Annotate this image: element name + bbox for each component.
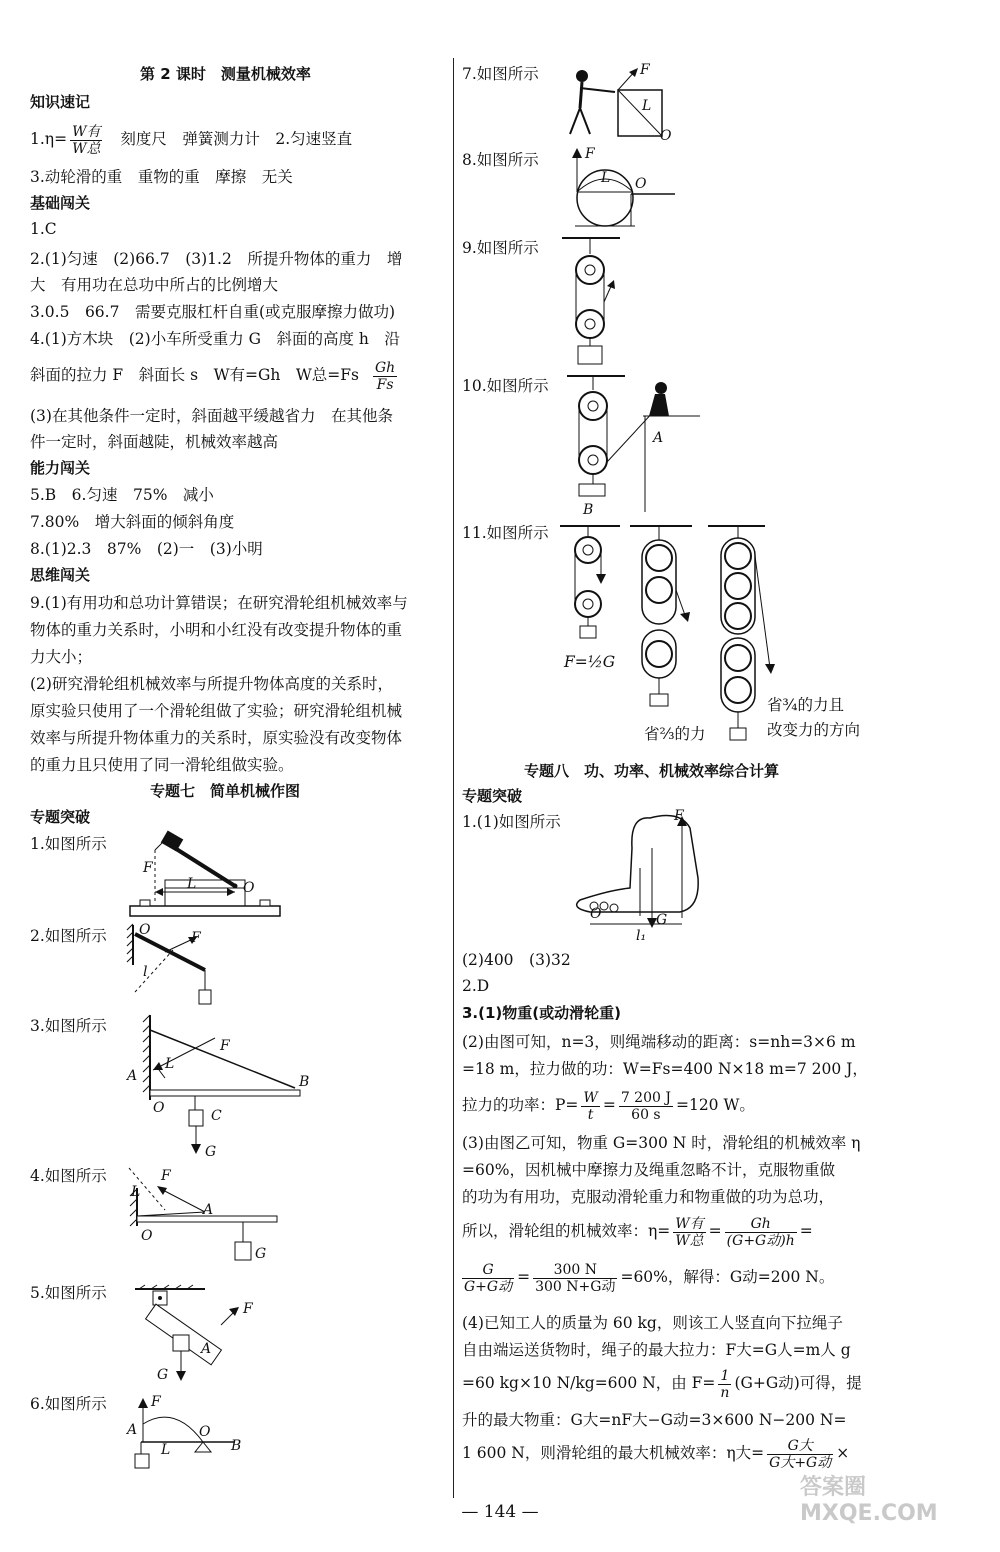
svg-text:A: A xyxy=(203,1202,214,1218)
svg-text:C: C xyxy=(211,1108,222,1124)
svg-text:L: L xyxy=(165,1056,175,1072)
svg-text:L: L xyxy=(642,98,652,114)
svg-text:F: F xyxy=(143,860,153,876)
figure-10-pulley xyxy=(565,372,705,522)
q5-label: 5.如图所示 xyxy=(30,1284,107,1302)
p1b-line: (2)400 (3)32 xyxy=(462,951,571,969)
svg-text:L: L xyxy=(131,1184,141,1200)
t9d-line: (2)研究滑轮组机械效率与所提升物体高度的关系时， xyxy=(30,675,393,693)
svg-text:A: A xyxy=(201,1341,212,1357)
svg-text:G: G xyxy=(255,1246,267,1262)
svg-text:F: F xyxy=(640,62,650,78)
svg-text:B: B xyxy=(299,1074,310,1090)
svg-text:L: L xyxy=(601,170,611,186)
figure-4-lever xyxy=(125,1168,285,1278)
a5-line: 5.B 6.匀速 75% 减小 xyxy=(30,486,214,504)
b4d-line: 件一定时，斜面越陡，机械效率越高 xyxy=(30,433,279,451)
p3h-line: 所以，滑轮组的机械效率：η= $\frac{\text{W有}}{\text{W总}}$ = $\frac{Gh}{\text{(G+G动)h}}$ = xyxy=(462,1215,813,1249)
svg-text:B: B xyxy=(231,1438,242,1454)
t9b-line: 物体的重力关系时，小明和小红没有改变提升物体的重 xyxy=(30,621,403,639)
svg-text:O: O xyxy=(139,922,151,938)
q9-label: 9.如图所示 xyxy=(462,239,539,257)
svg-text:F: F xyxy=(191,930,201,946)
q1-label: 1.如图所示 xyxy=(30,835,107,853)
q6-label: 6.如图所示 xyxy=(30,1395,107,1413)
k3-line: 3.动轮滑的重 重物的重 摩擦 无关 xyxy=(30,168,293,186)
svg-text:A: A xyxy=(127,1068,138,1084)
b4a-line: 4.(1)方木块 (2)小车所受重力 G 斜面的高度 h 沿 xyxy=(30,330,400,348)
section-ability: 能力闯关 xyxy=(30,459,91,477)
figure-2-lever xyxy=(125,920,235,1010)
page-number: — 144 — xyxy=(461,1502,539,1522)
svg-text:F: F xyxy=(220,1038,230,1054)
svg-text:F: F xyxy=(674,808,684,824)
p3a-line: 3.(1)物重(或动滑轮重) xyxy=(462,1004,621,1022)
t9g-line: 的重力且只使用了同一滑轮组做实验。 xyxy=(30,756,294,774)
topic8-title: 专题八 功、功率、机械效率综合计算 xyxy=(524,762,780,780)
svg-text:O: O xyxy=(153,1100,165,1116)
q4-label: 4.如图所示 xyxy=(30,1167,107,1185)
k1-line: 1.η= $\frac{\text{W有}}{\text{W总}}$ 刻度尺 弹簧测力计 2.匀速竖直 xyxy=(30,123,353,157)
svg-text:O: O xyxy=(660,128,672,144)
b2b-line: 大 有用功在总功中所占的比例增大 xyxy=(30,276,279,294)
svg-text:O: O xyxy=(243,880,255,896)
p3b-line: (2)由图可知，n=3，则绳端移动的距离：s=nh=3×6 m xyxy=(462,1033,856,1051)
section-breakthrough-right: 专题突破 xyxy=(462,787,523,805)
t9e-line: 原实验只使用了一个滑轮组做了实验；研究滑轮组机械 xyxy=(30,702,403,720)
svg-text:O: O xyxy=(199,1424,211,1440)
q8-label: 8.如图所示 xyxy=(462,151,539,169)
svg-text:l₁: l₁ xyxy=(636,928,647,944)
figure-7-push xyxy=(560,62,690,147)
a8-line: 8.(1)2.3 87% (2)一 (3)小明 xyxy=(30,540,263,558)
section-breakthrough-left: 专题突破 xyxy=(30,808,91,826)
figure-5-lever xyxy=(125,1285,275,1390)
figure-1-lever xyxy=(125,830,285,920)
section-thinking: 思维闯关 xyxy=(30,566,91,584)
q3-label: 3.如图所示 xyxy=(30,1017,107,1035)
p2-line: 2.D xyxy=(462,977,490,995)
p3e-line: (3)由图乙可知，物重 G=300 N 时，滑轮组的机械效率 η xyxy=(462,1134,861,1152)
svg-text:O: O xyxy=(141,1228,153,1244)
p3m-line: 升的最大物重：G大=nF大−G动=3×600 N−200 N= xyxy=(462,1411,847,1429)
p3l-line: =60 kg×10 N/kg=600 N，由 F= $\frac{1}{n}$ (G+G动)可得，提 xyxy=(462,1367,862,1401)
figure-8-wheel xyxy=(565,148,685,233)
figure-11-pulleys xyxy=(560,518,880,753)
t9c-line: 力大小； xyxy=(30,648,93,666)
b2a-line: 2.(1)匀速 (2)66.7 (3)1.2 所提升物体的重力 增 xyxy=(30,250,403,268)
svg-text:l: l xyxy=(143,964,148,980)
svg-text:F: F xyxy=(243,1301,253,1317)
b1-line: 1.C xyxy=(30,220,57,238)
watermark: 答案圈 MXQE.COM xyxy=(800,1475,938,1526)
figure-6-lever xyxy=(125,1392,255,1477)
svg-text:A: A xyxy=(127,1422,138,1438)
b4c-line: (3)在其他条件一定时，斜面越平缓越省力 在其他条 xyxy=(30,407,393,425)
fig11-label-1: F=½G xyxy=(564,653,616,671)
t9a-line: 9.(1)有用功和总功计算错误；在研究滑轮组机械效率与 xyxy=(30,594,408,612)
q7-label: 7.如图所示 xyxy=(462,65,539,83)
b4b-line: 斜面的拉力 F 斜面长 s W有=Gh W总=Fs $\frac{Gh}{Fs}$ xyxy=(30,359,396,393)
p3k-line: 自由端运送货物时，绳子的最大拉力：F大=G人=m人 g xyxy=(462,1341,851,1359)
fig11-label-3b: 改变力的方向 xyxy=(767,721,861,739)
svg-text:G: G xyxy=(157,1367,169,1383)
q11-label: 11.如图所示 xyxy=(462,524,549,542)
q2-label: 2.如图所示 xyxy=(30,927,107,945)
p3d-line: 拉力的功率：P= $\frac{W}{t}$ = $\frac{7 200 J}{60 s}$ =120 W。 xyxy=(462,1089,755,1123)
figure-p1-foot xyxy=(570,808,720,943)
figure-9-pulley xyxy=(560,232,640,367)
p3c-line: =18 m，拉力做的功：W=Fs=400 N×18 m=7 200 J， xyxy=(462,1060,868,1078)
p3g-line: 的功为有用功，克服动滑轮重力和物重做的功为总功， xyxy=(462,1188,835,1206)
t9f-line: 效率与所提升物体重力的关系时，原实验没有改变物体 xyxy=(30,729,403,747)
p3j-line: (4)已知工人的质量为 60 kg，则该工人竖直向下拉绳子 xyxy=(462,1314,843,1332)
column-divider xyxy=(453,58,454,1498)
fig11-label-3a: 省¾的力且 xyxy=(767,696,845,714)
svg-text:L: L xyxy=(187,876,197,892)
lesson-title: 第 2 课时 测量机械效率 xyxy=(140,65,311,83)
section-knowledge: 知识速记 xyxy=(30,93,91,111)
svg-text:L: L xyxy=(161,1442,171,1458)
svg-text:O: O xyxy=(635,176,647,192)
p3n-line: 1 600 N，则滑轮组的最大机械效率：η大= $\frac{\text{G大}}{\text{G大+G动}}$ × xyxy=(462,1437,850,1471)
svg-text:F: F xyxy=(161,1168,171,1184)
svg-text:G: G xyxy=(205,1144,217,1160)
b3-line: 3.0.5 66.7 需要克服杠杆自重(或克服摩擦力做功) xyxy=(30,303,396,321)
q10-label: 10.如图所示 xyxy=(462,377,549,395)
svg-text:F: F xyxy=(151,1394,161,1410)
p1-label: 1.(1)如图所示 xyxy=(462,813,561,831)
section-basic: 基础闯关 xyxy=(30,194,91,212)
svg-text:G: G xyxy=(656,912,668,928)
topic7-title: 专题七 简单机械作图 xyxy=(150,782,301,800)
svg-text:A: A xyxy=(653,430,664,446)
fig11-label-2: 省⅔的力 xyxy=(644,725,706,743)
gh-fs-fraction: $\frac{Gh}{Fs}$ xyxy=(374,359,396,393)
svg-text:O: O xyxy=(590,906,602,922)
figure-3-crane xyxy=(125,1010,325,1160)
p3f-line: =60%，因机械中摩擦力及绳重忽略不计，克服物重做 xyxy=(462,1161,835,1179)
a7-line: 7.80% 增大斜面的倾斜角度 xyxy=(30,513,235,531)
eta-fraction: $\frac{\text{W有}}{\text{W总}}$ xyxy=(72,123,101,157)
p3i-line: $\frac{G}{\text{G+G动}}$ = $\frac{300 N}{\text{300 N+G动}}$ =60%，解得：G动=200 N。 xyxy=(464,1261,835,1295)
svg-text:B: B xyxy=(583,502,594,518)
svg-text:F: F xyxy=(585,146,595,162)
